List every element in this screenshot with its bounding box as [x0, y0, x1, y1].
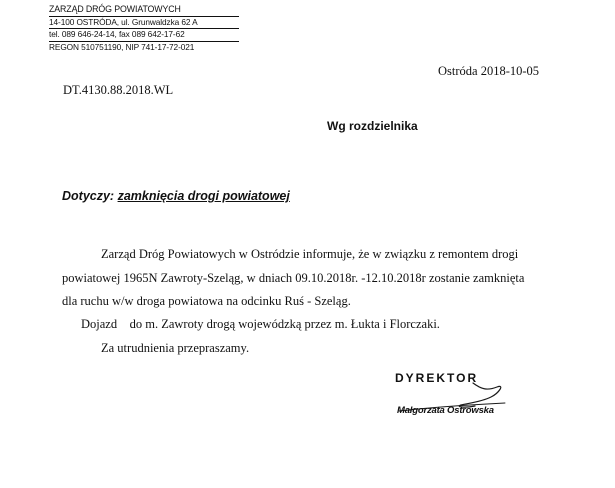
letterhead-name: ZARZĄD DRÓG POWIATOWYCH	[49, 4, 239, 17]
body-line-3: dla ruchu w/w droga powiatowa na odcinku Ruś - Szeląg.	[62, 294, 351, 308]
place-date: Ostróda 2018-10-05	[438, 64, 540, 78]
body-line-1: Zarząd Dróg Powiatowych w Ostródzie informuje, że w związku z remontem drogi	[101, 247, 519, 261]
body-line-4: Dojazd do m. Zawroty drogą wojewódzką przez m. Łukta i Florczaki.	[81, 317, 440, 331]
body-line-2: powiatowej 1965N Zawroty-Szeląg, w dniach 09.10.2018r. -12.10.2018r zostanie zamknięta	[62, 271, 525, 285]
reference-number: DT.4130.88.2018.WL	[63, 83, 174, 97]
signature-block	[395, 371, 555, 431]
signature-name: Małgorzata Ostrowska	[397, 405, 494, 416]
subject-line	[62, 189, 290, 203]
subject-text: zamknięcia drogi powiatowej	[117, 189, 290, 203]
signature-title: DYREKTOR	[395, 371, 479, 385]
subject-prefix: Dotyczy:	[62, 189, 115, 203]
body-line-5: Za utrudnienia przepraszamy.	[101, 341, 250, 355]
letterhead-address: 14-100 OSTRÓDA, ul. Grunwaldzka 62 A	[49, 17, 239, 30]
letterhead-stamp	[49, 4, 239, 53]
recipient: Wg rozdzielnika	[327, 119, 418, 133]
letterhead-phone: tel. 089 646-24-14, fax 089 642-17-62	[49, 29, 239, 42]
letterhead-regon: REGON 510751190, NIP 741-17-72-021	[49, 41, 195, 52]
